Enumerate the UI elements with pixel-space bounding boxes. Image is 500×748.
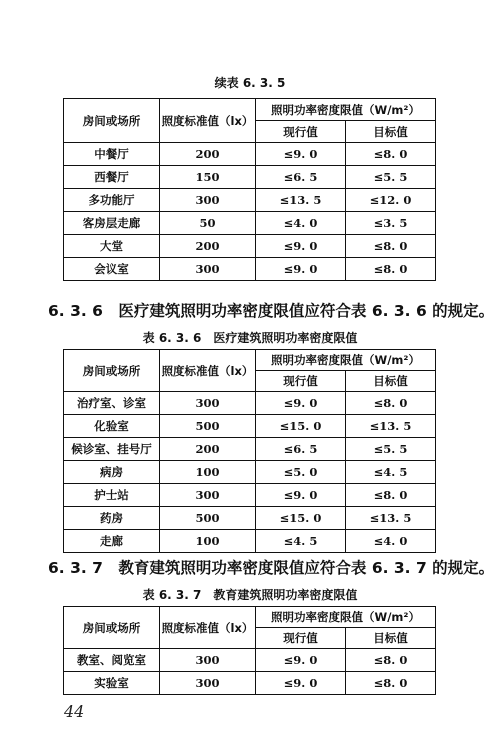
header-current: 现行值 [256,628,346,649]
header-lpd-group: 照明功率密度限值（W/m²） [256,99,436,121]
cell-target-value: ≤3. 5 [346,212,436,235]
table-row [64,212,436,235]
cell-illuminance: 200 [160,235,256,258]
cell-current-value: ≤15. 0 [256,507,346,530]
header-lpd-group: 照明功率密度限值（W/m²） [256,350,436,371]
cell-room: 病房 [64,461,160,484]
cell-current-value: ≤4. 0 [256,212,346,235]
cell-current-value: ≤9. 0 [256,672,346,695]
cell-room: 教室、阅览室 [64,649,160,672]
header-room: 房间或场所 [64,99,160,143]
cell-illuminance: 200 [160,143,256,166]
cell-current-value: ≤6. 5 [256,438,346,461]
header-target: 目标值 [346,121,436,143]
table-row [64,415,436,438]
table-6-3-6 [63,349,436,553]
table-row [64,143,436,166]
cell-target-value: ≤8. 0 [346,143,436,166]
cell-target-value: ≤13. 5 [346,415,436,438]
cell-illuminance: 100 [160,461,256,484]
cell-room: 走廊 [64,530,160,553]
header-current: 现行值 [256,121,346,143]
header-illuminance: 照度标准值（lx） [160,99,256,143]
cell-illuminance: 300 [160,649,256,672]
cell-target-value: ≤13. 5 [346,507,436,530]
cell-illuminance: 300 [160,672,256,695]
cell-current-value: ≤4. 5 [256,530,346,553]
cell-room: 大堂 [64,235,160,258]
cell-room: 会议室 [64,258,160,281]
table-6-3-5-continued [63,98,436,281]
header-current: 现行值 [256,371,346,392]
header-room: 房间或场所 [64,350,160,392]
cell-room: 药房 [64,507,160,530]
cell-current-value: ≤5. 0 [256,461,346,484]
cell-current-value: ≤9. 0 [256,143,346,166]
cell-target-value: ≤8. 0 [346,672,436,695]
page-number: 44 [64,702,85,721]
header-target: 目标值 [346,371,436,392]
cell-target-value: ≤8. 0 [346,258,436,281]
header-target: 目标值 [346,628,436,649]
table1-caption: 续表 6. 3. 5 [214,76,286,90]
cell-illuminance: 200 [160,438,256,461]
cell-illuminance: 500 [160,415,256,438]
cell-target-value: ≤4. 5 [346,461,436,484]
cell-room: 治疗室、诊室 [64,392,160,415]
cell-illuminance: 500 [160,507,256,530]
table-row [64,189,436,212]
cell-current-value: ≤9. 0 [256,258,346,281]
table-row [64,235,436,258]
section-6-3-7-text: 6. 3. 7 教育建筑照明功率密度限值应符合表 6. 3. 7 的规定。 [48,559,495,577]
table-row [64,672,436,695]
cell-current-value: ≤6. 5 [256,166,346,189]
table-row [64,461,436,484]
cell-current-value: ≤9. 0 [256,235,346,258]
cell-target-value: ≤12. 0 [346,189,436,212]
table-row [64,258,436,281]
table-row [64,649,436,672]
cell-target-value: ≤5. 5 [346,166,436,189]
cell-target-value: ≤8. 0 [346,392,436,415]
cell-room: 护士站 [64,484,160,507]
cell-illuminance: 50 [160,212,256,235]
cell-target-value: ≤4. 0 [346,530,436,553]
header-room: 房间或场所 [64,607,160,649]
cell-illuminance: 300 [160,392,256,415]
cell-target-value: ≤8. 0 [346,235,436,258]
cell-room: 候诊室、挂号厅 [64,438,160,461]
table-6-3-7 [63,606,436,695]
cell-target-value: ≤8. 0 [346,484,436,507]
section-6-3-6-text: 6. 3. 6 医疗建筑照明功率密度限值应符合表 6. 3. 6 的规定。 [48,302,495,320]
cell-current-value: ≤15. 0 [256,415,346,438]
table3-caption: 表 6. 3. 7 教育建筑照明功率密度限值 [142,588,358,602]
cell-target-value: ≤8. 0 [346,649,436,672]
table-row [64,438,436,461]
cell-room: 中餐厅 [64,143,160,166]
cell-current-value: ≤9. 0 [256,392,346,415]
table-row [64,530,436,553]
header-illuminance: 照度标准值（lx） [160,350,256,392]
cell-current-value: ≤13. 5 [256,189,346,212]
cell-illuminance: 100 [160,530,256,553]
table-row [64,166,436,189]
cell-illuminance: 300 [160,189,256,212]
header-lpd-group: 照明功率密度限值（W/m²） [256,607,436,628]
cell-current-value: ≤9. 0 [256,649,346,672]
cell-room: 客房层走廊 [64,212,160,235]
cell-room: 西餐厅 [64,166,160,189]
cell-room: 实验室 [64,672,160,695]
cell-target-value: ≤5. 5 [346,438,436,461]
cell-illuminance: 300 [160,484,256,507]
cell-room: 多功能厅 [64,189,160,212]
table-row [64,392,436,415]
cell-illuminance: 300 [160,258,256,281]
table-row [64,484,436,507]
table-row [64,507,436,530]
table2-caption: 表 6. 3. 6 医疗建筑照明功率密度限值 [142,331,358,345]
cell-illuminance: 150 [160,166,256,189]
cell-current-value: ≤9. 0 [256,484,346,507]
header-illuminance: 照度标准值（lx） [160,607,256,649]
cell-room: 化验室 [64,415,160,438]
